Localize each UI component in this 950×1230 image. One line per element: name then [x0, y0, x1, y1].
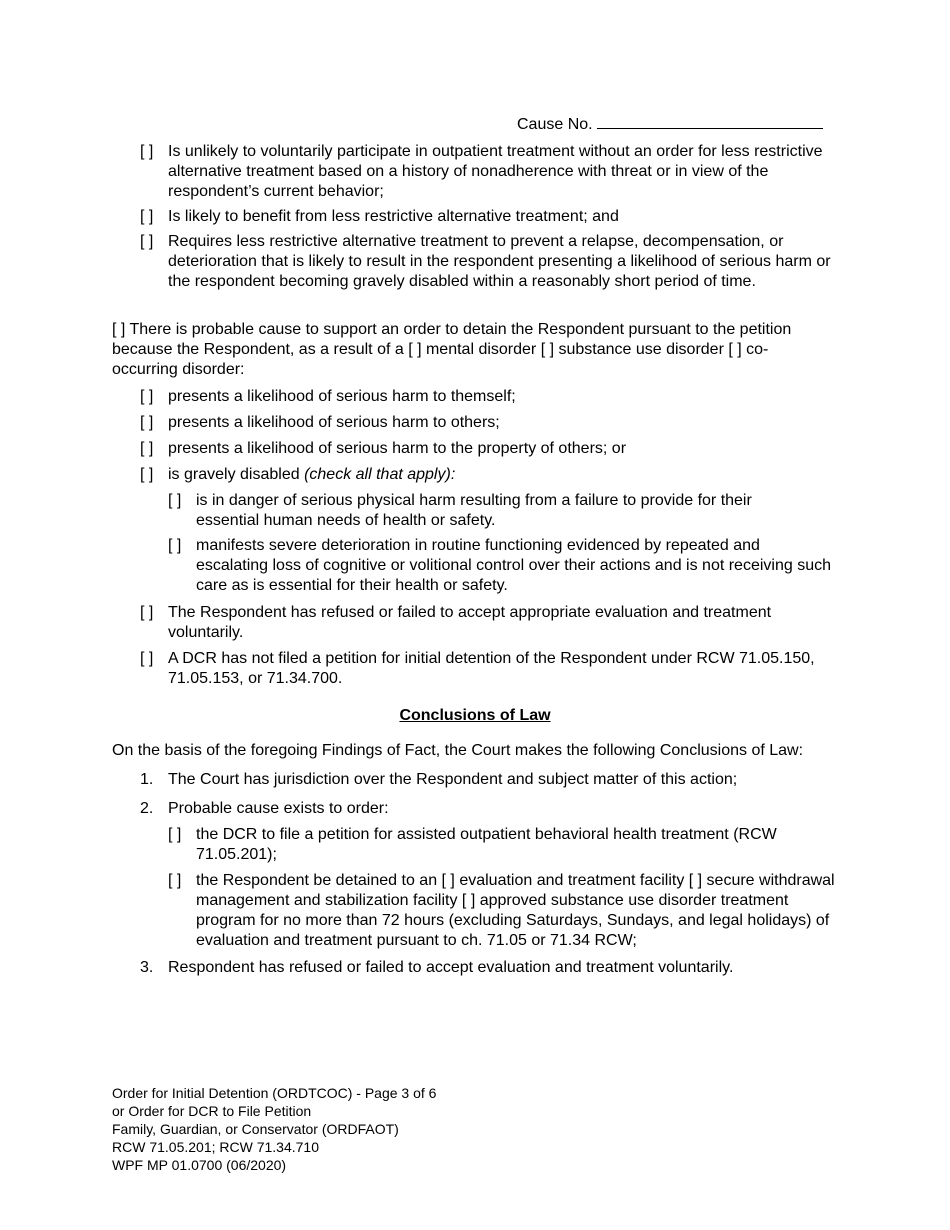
conclusion-sub-text: the DCR to file a petition for assisted outpatient behavioral health treatment (RCW 71.05.201);: [196, 826, 777, 863]
checkbox[interactable]: [ ]: [140, 388, 154, 405]
footer-line: WPF MP 01.0700 (06/2020): [112, 1157, 287, 1173]
document-footer: [112, 1084, 436, 1174]
gravely-disabled: [140, 465, 830, 485]
conclusion-sub-dcr-petition: [168, 825, 828, 865]
footer-line: Order for Initial Detention (ORDTCOC) - Page 3 of 6: [112, 1085, 437, 1101]
checkbox[interactable]: [ ]: [140, 414, 154, 431]
gd-physical-harm: [168, 491, 808, 531]
footer-line: or Order for DCR to File Petition: [112, 1103, 312, 1119]
conclusion-sub-detain: [168, 871, 840, 951]
finding-refused-treatment: [140, 603, 830, 643]
harm-others: [140, 413, 830, 433]
finding-unlikely-voluntary: [140, 142, 830, 202]
harm-text: presents a likelihood of serious harm to themself;: [168, 388, 516, 405]
cause-label: Cause No.: [517, 116, 593, 133]
checkbox[interactable]: [ ]: [168, 872, 182, 889]
finding-likely-benefit: [140, 207, 830, 227]
conclusions-intro: On the basis of the foregoing Findings of Fact, the Court makes the following Conclusions of Law:: [112, 742, 804, 759]
harm-themself: [140, 387, 830, 407]
conclusion-1: [140, 770, 830, 790]
conclusion-number: 3.: [140, 959, 154, 976]
finding-requires-lrat: [140, 232, 835, 292]
checkbox[interactable]: [ ]: [140, 440, 154, 457]
conclusion-text: The Court has jurisdiction over the Respondent and subject matter of this action;: [168, 771, 738, 788]
conclusion-2: [140, 799, 830, 819]
conclusion-sub-text: the Respondent be detained to an [ ] evaluation and treatment facility [ ] secure withdrawal management and stabilization facility [ ] approved substance use disorder treatment program for no more than 72 hours (excluding Saturdays, Sundays, and legal holidays) of evaluation and treatment pursuant to ch. 71.05 or 71.34 RCW;: [196, 872, 835, 949]
probable-cause-paragraph: [ ] There is probable cause to support an order to detain the Respondent pursuant to the petition because the Respondent, as a result of a [ ] mental disorder [ ] substance use disorder [ ] co-occurring disorder:: [112, 321, 792, 378]
gd-text: manifests severe deterioration in routine functioning evidenced by repeated and escalating loss of cognitive or volitional control over their actions and is not receiving such care as is essential for their health or safety.: [196, 537, 831, 594]
conclusion-number: 2.: [140, 800, 154, 817]
finding-text: Is likely to benefit from less restrictive alternative treatment; and: [168, 208, 619, 225]
checkbox[interactable]: [ ]: [168, 537, 182, 554]
conclusion-text: Probable cause exists to order:: [168, 800, 389, 817]
conclusion-number: 1.: [140, 771, 154, 788]
harm-text: is gravely disabled: [168, 466, 300, 483]
checkbox[interactable]: [ ]: [140, 466, 154, 483]
footer-line: Family, Guardian, or Conservator (ORDFAOT): [112, 1121, 399, 1137]
gd-deterioration: [168, 536, 836, 596]
checkbox[interactable]: [ ]: [140, 143, 154, 160]
checkbox[interactable]: [ ]: [168, 492, 182, 509]
checkbox[interactable]: [ ]: [140, 233, 154, 250]
conclusions-heading: Conclusions of Law: [399, 707, 551, 724]
harm-property: [140, 439, 830, 459]
footer-line: RCW 71.05.201; RCW 71.34.710: [112, 1139, 319, 1155]
checkbox[interactable]: [ ]: [140, 650, 154, 667]
check-all-note: (check all that apply):: [304, 466, 456, 483]
finding-text: Requires less restrictive alternative treatment to prevent a relapse, decompensation, or deterioration that is likely to result in the respondent presenting a likelihood of serious harm or the respondent becoming gravely disabled within a reasonably short period of time.: [168, 233, 831, 290]
harm-text: presents a likelihood of serious harm to others;: [168, 414, 500, 431]
harm-text: presents a likelihood of serious harm to the property of others; or: [168, 440, 627, 457]
checkbox[interactable]: [ ]: [168, 826, 182, 843]
conclusion-text: Respondent has refused or failed to accept evaluation and treatment voluntarily.: [168, 959, 734, 976]
gd-text: is in danger of serious physical harm resulting from a failure to provide for their essential human needs of health or safety.: [196, 492, 752, 529]
checkbox[interactable]: [ ]: [140, 208, 154, 225]
finding-dcr-not-filed: [140, 649, 830, 689]
conclusion-3: [140, 958, 830, 978]
checkbox[interactable]: [ ]: [140, 604, 154, 621]
cause-number-field: [517, 112, 823, 135]
cause-number-blank: [597, 112, 823, 129]
finding-text: A DCR has not filed a petition for initial detention of the Respondent under RCW 71.05.150, 71.05.153, or 71.34.700.: [168, 650, 815, 687]
finding-text: Is unlikely to voluntarily participate in outpatient treatment without an order for less restrictive alternative treatment based on a history of nonadherence with threat or in view of the respondent’s current behavior;: [168, 143, 823, 200]
finding-text: The Respondent has refused or failed to accept appropriate evaluation and treatment voluntarily.: [168, 604, 772, 641]
